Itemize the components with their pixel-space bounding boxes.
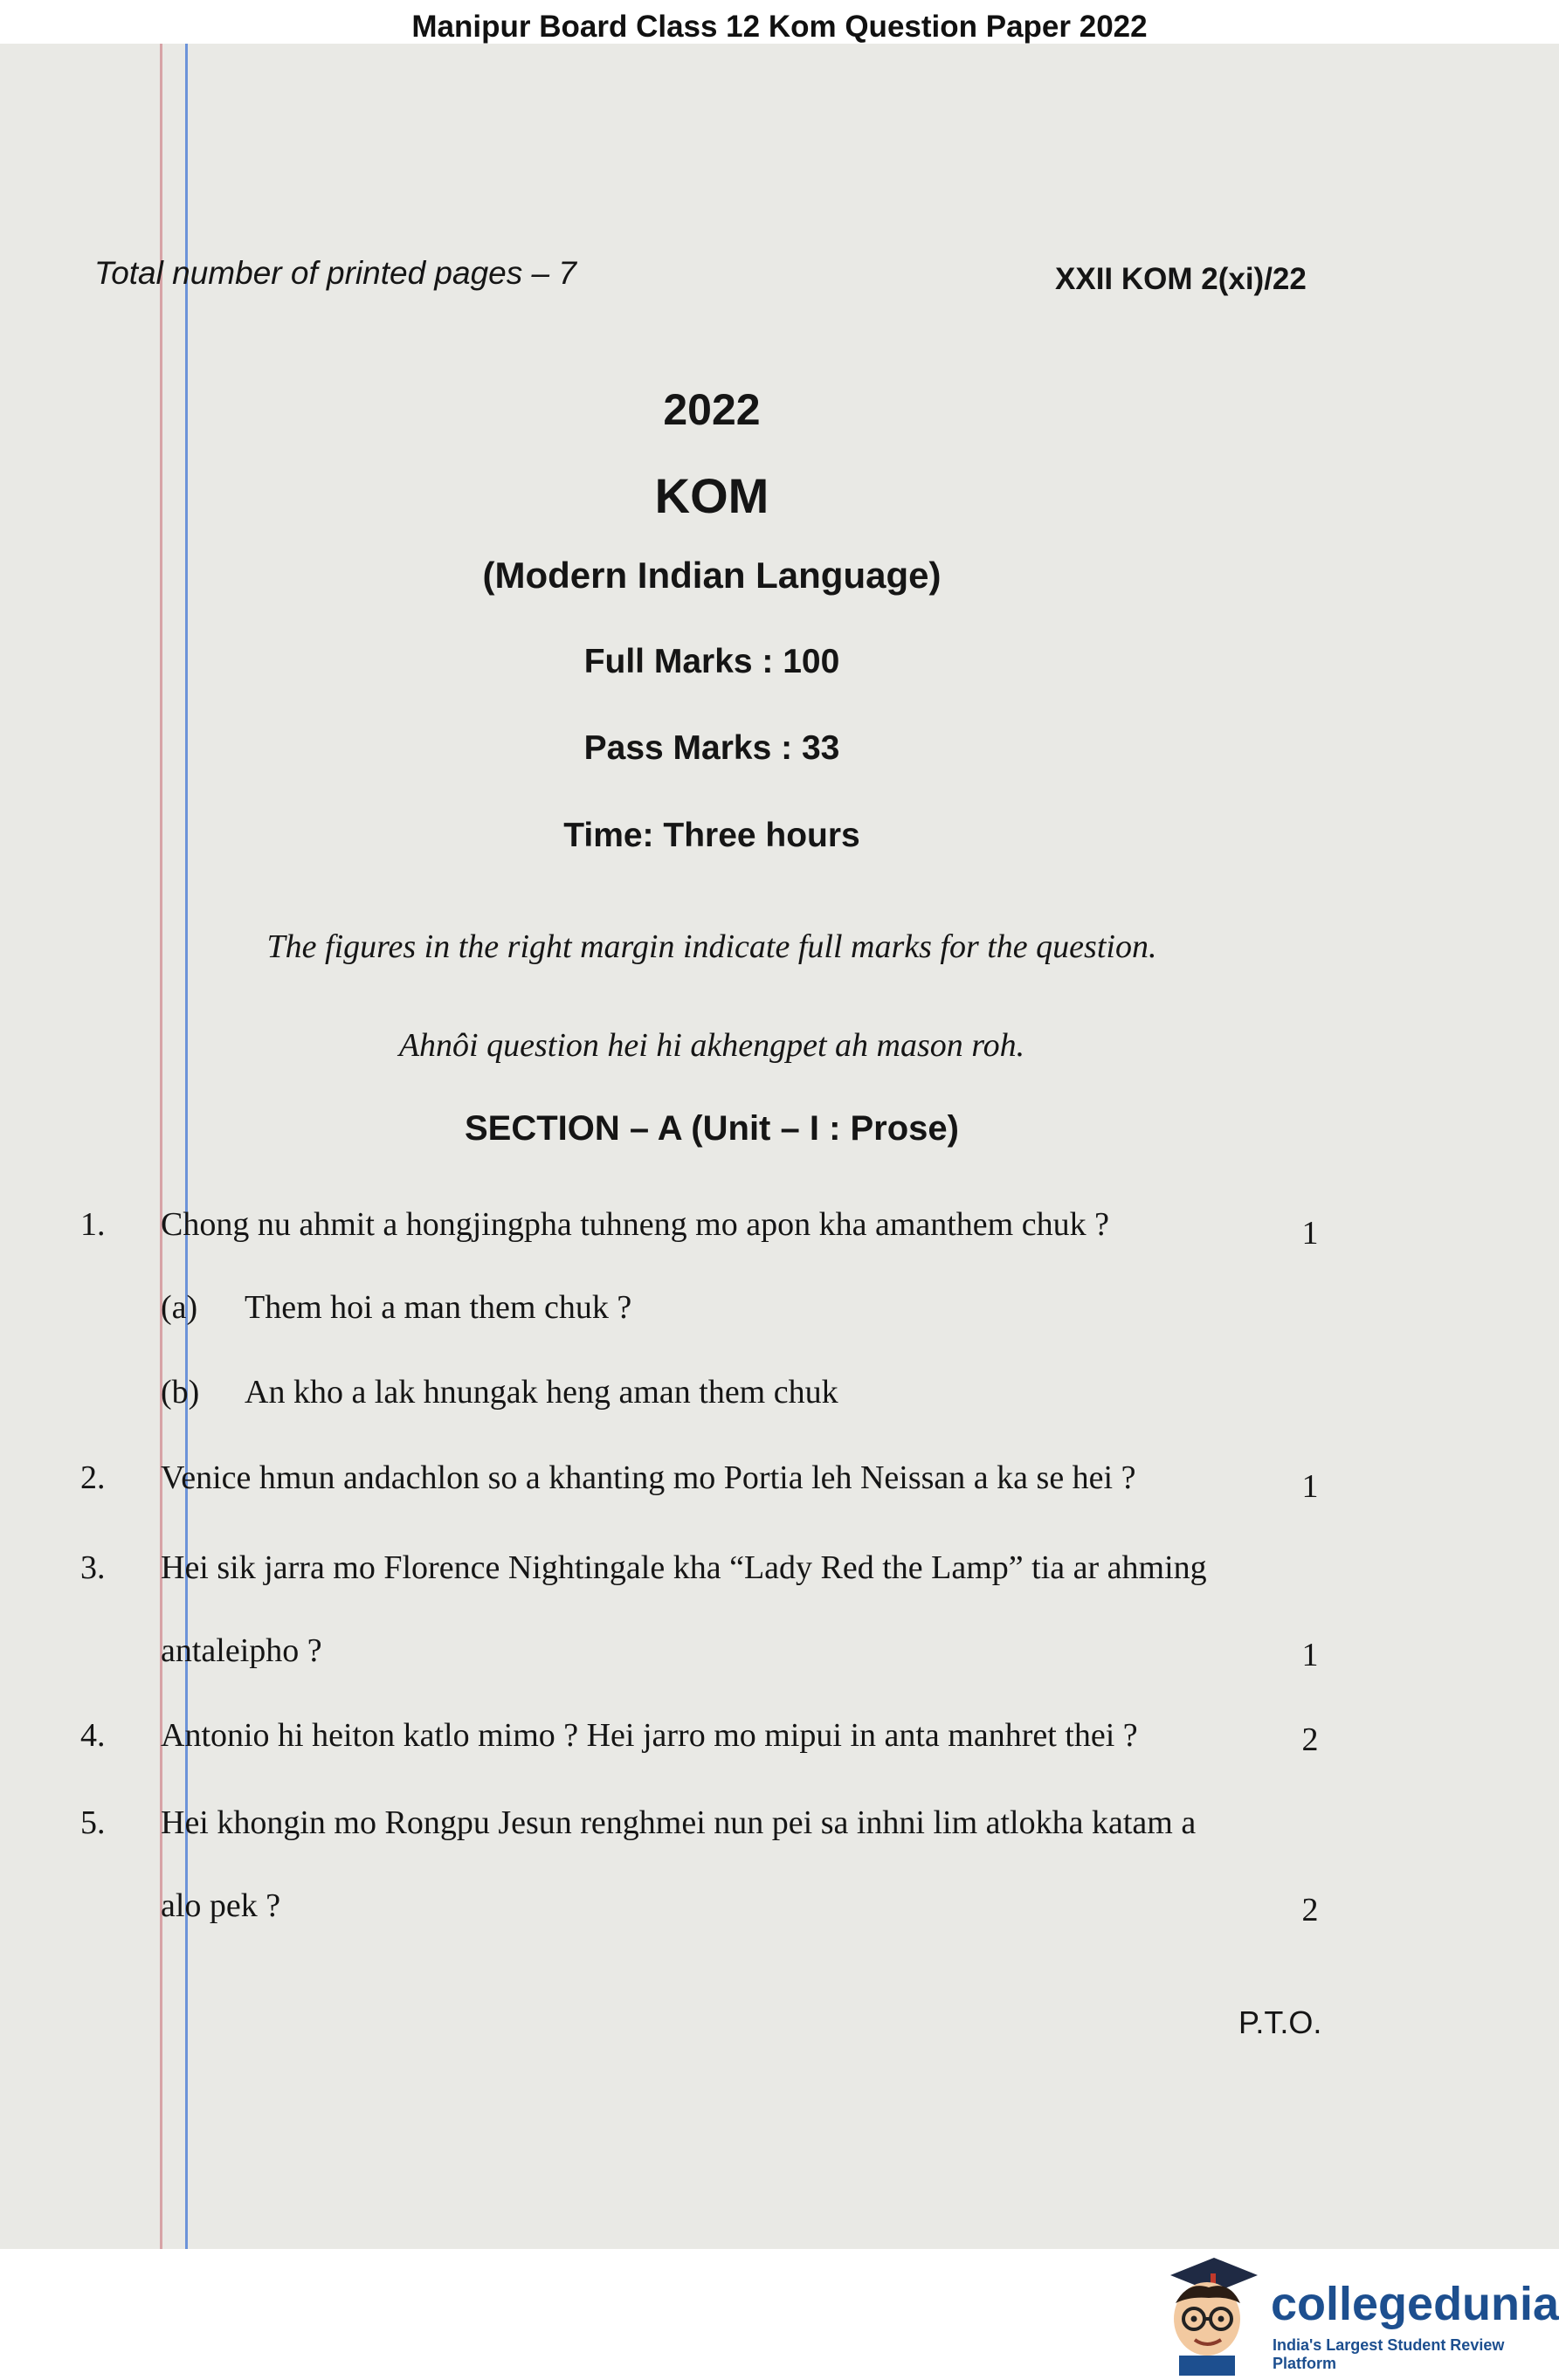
full-marks: Full Marks : 100 (583, 643, 840, 680)
exam-year: 2022 (663, 385, 761, 434)
question-text: Venice hmun andachlon so a khanting mo Portia leh Neissan a ka se hei ? (161, 1459, 1136, 1496)
subquestion-label: (b) (161, 1374, 200, 1411)
question-number: 3. (80, 1549, 106, 1586)
printed-pages-count: Total number of printed pages – 7 (94, 255, 576, 291)
question-text-line-1: Hei khongin mo Rongpu Jesun renghmei nun pei sa inhni lim atlokha katam a (161, 1804, 1197, 1841)
question-marks: 2 (1301, 1892, 1319, 1928)
question-number: 4. (80, 1717, 106, 1754)
subject-title: KOM (654, 468, 769, 523)
time-allowed: Time: Three hours (563, 817, 860, 854)
question-number: 5. (80, 1804, 106, 1841)
question-marks: 1 (1301, 1215, 1319, 1252)
scanned-page (0, 44, 1559, 2249)
student-mascot-icon (1153, 2249, 1262, 2376)
question-marks: 1 (1301, 1468, 1319, 1505)
question-text-line-1: Hei sik jarra mo Florence Nightingale kha “Lady Red the Lamp” tia ar ahming (161, 1549, 1207, 1586)
section-heading: SECTION – A (Unit – I : Prose) (465, 1109, 959, 1148)
question-number: 2. (80, 1459, 106, 1496)
question-number: 1. (80, 1206, 106, 1243)
question-text: Chong nu ahmit a hongjingpha tuhneng mo apon kha amanthem chuk ? (161, 1206, 1109, 1243)
paper-code: XXII KOM 2(xi)/22 (1055, 262, 1307, 296)
instruction-kom: Ahnôi question hei hi akhengpet ah mason roh. (398, 1027, 1025, 1064)
question-text-line-2: antaleipho ? (161, 1632, 322, 1669)
question-text-line-2: alo pek ? (161, 1887, 281, 1924)
subquestion-text: Them hoi a man them chuk ? (245, 1289, 632, 1326)
document-banner: Manipur Board Class 12 Kom Question Paper 2022 (411, 10, 1148, 44)
collegedunia-logo (1153, 2249, 1559, 2376)
instruction-english: The figures in the right margin indicate full marks for the question. (266, 928, 1157, 965)
question-marks: 2 (1301, 1721, 1319, 1758)
page-turn-indicator: P.T.O. (1238, 2004, 1322, 2040)
question-marks: 1 (1301, 1637, 1319, 1673)
subquestion-label: (a) (161, 1289, 198, 1326)
logo-tagline: India's Largest Student Review Platform (1273, 2336, 1505, 2372)
logo-wordmark: collegedunia (1271, 2278, 1559, 2330)
subquestion-text: An kho a lak hnungak heng aman them chuk (245, 1374, 838, 1411)
subject-subtitle: (Modern Indian Language) (482, 555, 942, 596)
question-text: Antonio hi heiton katlo mimo ? Hei jarro mo mipui in anta manhret thei ? (161, 1717, 1138, 1754)
pass-marks: Pass Marks : 33 (583, 729, 840, 767)
